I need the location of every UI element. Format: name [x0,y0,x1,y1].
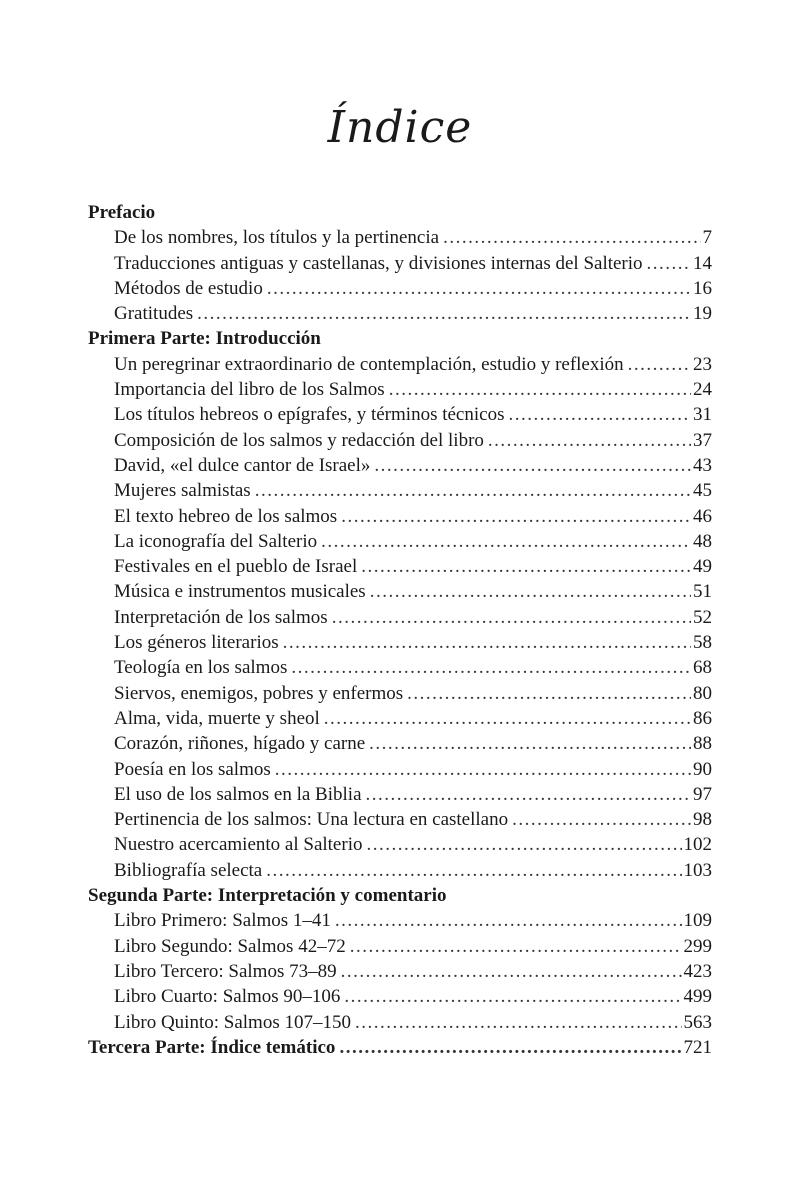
toc-entry [88,227,712,252]
dot-leader [370,581,691,603]
dot-leader [488,430,691,452]
toc-page-number: 51 [693,581,712,603]
dot-leader [335,910,682,932]
toc-entry [88,759,712,784]
toc-section-heading [88,202,712,227]
toc-page-number: 31 [693,404,712,426]
toc-page-number: 90 [693,758,712,780]
toc-page-number: 97 [693,783,712,805]
toc-entry-title: Festivales en el pueblo de Israel [114,556,358,578]
dot-leader [266,860,681,882]
dot-leader [350,936,682,958]
toc-entry [88,506,712,531]
toc-entry [88,354,712,379]
page-title: Índice [327,102,473,153]
toc-entry-title: Libro Primero: Salmos 1–41 [114,910,331,932]
dot-leader [275,759,691,781]
dot-leader [366,784,691,806]
toc-entry-title: Un peregrinar extraordinario de contemplación, estudio y reflexión [114,353,624,375]
dot-leader [197,303,691,325]
toc-page-number: 80 [693,682,712,704]
dot-leader [389,379,691,401]
toc-entry-title: Libro Cuarto: Salmos 90–106 [114,986,341,1008]
dot-leader [267,278,691,300]
toc-entry [88,278,712,303]
toc-entry [88,961,712,986]
toc-page-number: 563 [683,1011,712,1033]
toc-entry-title: Traducciones antiguas y castellanas, y divisiones internas del Salterio [114,252,643,274]
toc-entry [88,733,712,758]
toc-page-number: 68 [693,657,712,679]
toc-entry [88,834,712,859]
dot-leader [341,506,691,528]
toc-entry [88,455,712,480]
toc-page-number: 43 [693,454,712,476]
toc-page-number: 24 [693,379,712,401]
toc-entry-title: Importancia del libro de los Salmos [114,379,385,401]
toc-page-number: 19 [693,303,712,325]
toc-entry-title: Tercera Parte: Índice temático [88,1036,336,1058]
dot-leader [508,404,691,426]
toc-entry [88,430,712,455]
toc-entry-title: El texto hebreo de los salmos [114,505,338,527]
toc-entry-title: De los nombres, los títulos y la pertinencia [114,227,440,249]
toc-page-number: 46 [693,505,712,527]
toc-entry-title: Bibliografía selecta [114,859,263,881]
toc-page-number: 103 [683,859,712,881]
toc-page-number: 88 [693,733,712,755]
toc-entry [88,303,712,328]
toc-page-number: 499 [683,986,712,1008]
dot-leader [407,683,691,705]
toc-entry-title: Libro Quinto: Salmos 107–150 [114,1011,351,1033]
dot-leader [332,607,691,629]
toc-entry [88,784,712,809]
toc-page-number: 45 [693,480,712,502]
toc-page-number: 109 [683,910,712,932]
toc-section-heading [88,328,712,353]
toc-entry [88,1012,712,1037]
toc-entry-title: El uso de los salmos en la Biblia [114,783,362,805]
toc-entry [88,531,712,556]
dot-leader [321,531,691,553]
dot-leader [339,1037,681,1059]
dot-leader [443,227,700,249]
toc-entry [88,404,712,429]
toc-entry [88,809,712,834]
dot-leader [355,1012,682,1034]
toc-entry [88,910,712,935]
toc-entry-title: Interpretación de los salmos [114,606,328,628]
toc-page-number: 299 [683,935,712,957]
toc-page-number: 721 [683,1036,712,1058]
toc-entry-title: Libro Segundo: Salmos 42–72 [114,935,346,957]
toc-entry [88,683,712,708]
toc-section-heading [88,1037,712,1062]
toc-entry [88,581,712,606]
toc-page-number: 98 [693,809,712,831]
toc-entry-title: Siervos, enemigos, pobres y enfermos [114,682,404,704]
dot-leader [366,834,681,856]
dot-leader [255,480,691,502]
dot-leader [341,961,682,983]
dot-leader [374,455,691,477]
toc-entry [88,986,712,1011]
toc-entry-title: Composición de los salmos y redacción del libro [114,429,484,451]
dot-leader [283,632,691,654]
toc-page-number: 48 [693,530,712,552]
toc-entry-title: Teología en los salmos [114,657,288,679]
toc-entry [88,860,712,885]
toc-entry-title: Nuestro acercamiento al Salterio [114,834,363,856]
toc-entry-title: Libro Tercero: Salmos 73–89 [114,960,337,982]
toc-entry-title: Los géneros literarios [114,632,279,654]
dot-leader [628,354,691,376]
dot-leader [344,986,681,1008]
dot-leader [512,809,691,831]
toc-entry [88,607,712,632]
toc-page-number: 14 [693,252,712,274]
toc-page-number: 58 [693,632,712,654]
toc-page-number: 7 [702,227,712,249]
toc-entry [88,657,712,682]
dot-leader [324,708,691,730]
toc-entry-title: Alma, vida, muerte y sheol [114,707,320,729]
toc-entry [88,480,712,505]
dot-leader [361,556,691,578]
toc-entry [88,556,712,581]
toc-page-number: 86 [693,707,712,729]
toc-page-number: 102 [683,834,712,856]
toc-entry-title: David, «el dulce cantor de Israel» [114,454,371,476]
toc-entry-title: Corazón, riñones, hígado y carne [114,733,366,755]
toc-page-number: 49 [693,556,712,578]
toc-entry-title: Segunda Parte: Interpretación y comentario [88,885,447,907]
toc-entry-title: Pertinencia de los salmos: Una lectura en castellano [114,809,509,831]
dot-leader [369,733,691,755]
toc-page-number: 37 [693,429,712,451]
toc-page-number: 423 [683,960,712,982]
toc-entry-title: Mujeres salmistas [114,480,251,502]
toc-page-number: 23 [693,353,712,375]
toc-entry [88,936,712,961]
toc-entry-title: Música e instrumentos musicales [114,581,366,603]
toc-entry-title: Poesía en los salmos [114,758,271,780]
toc-entry-title: La iconografía del Salterio [114,530,318,552]
toc-entry-title: Métodos de estudio [114,277,263,299]
toc-entry [88,708,712,733]
toc-entry [88,632,712,657]
toc-page-number: 52 [693,606,712,628]
toc-entry-title: Primera Parte: Introducción [88,328,321,350]
toc-section-heading [88,885,712,910]
dot-leader [291,657,691,679]
toc-page-number: 16 [693,277,712,299]
toc-entry-title: Los títulos hebreos o epígrafes, y términos técnicos [114,404,505,426]
toc-entry [88,379,712,404]
table-of-contents [88,202,712,1062]
toc-entry-title: Prefacio [88,202,156,223]
dot-leader [647,253,691,275]
toc-entry-title: Gratitudes [114,303,194,325]
toc-entry [88,253,712,278]
